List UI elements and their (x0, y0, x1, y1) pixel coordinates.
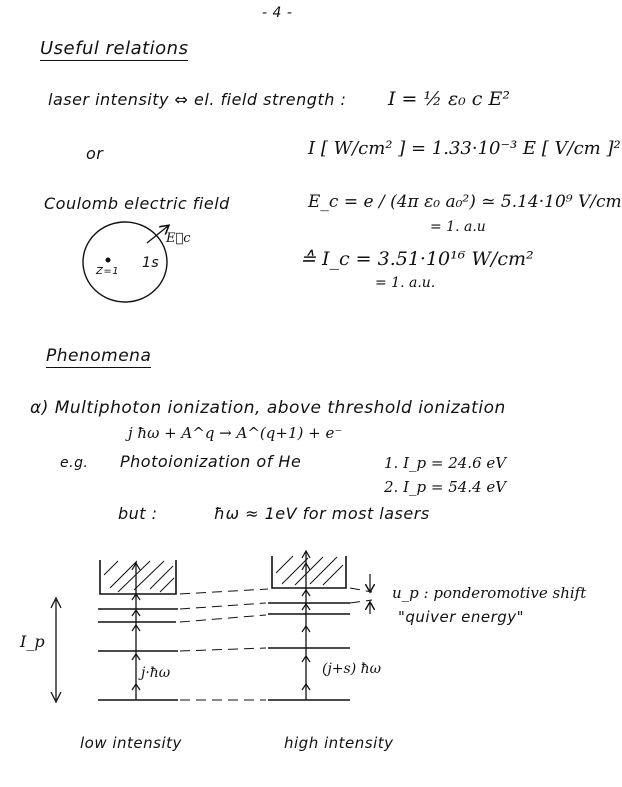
continuum-hatching (104, 561, 174, 592)
or-text: or (86, 144, 104, 163)
eg-text: e.g. (60, 455, 89, 471)
quiver-energy-label: "quiver energy" (398, 608, 525, 626)
coulomb-field-label: Coulomb electric field (44, 194, 230, 213)
coulomb-intensity-au: = 1. a.u. (375, 275, 436, 291)
intensity-formula: I = ½ ε₀ c E² (388, 88, 510, 110)
ionization-potential-label: I_p (20, 632, 45, 651)
continuum-hatching-high (276, 556, 343, 585)
photoionization-text: Photoionization of He (120, 452, 302, 471)
atom-orbital-circle (83, 222, 167, 302)
reaction-equation: j ħω + A^q → A^(q+1) + e⁻ (128, 424, 343, 442)
high-intensity-diagram (268, 551, 350, 700)
coulomb-intensity-formula: ≙ I_c = 3.51·10¹⁶ W/cm² (300, 248, 534, 270)
ponderomotive-shift-label: u_p : ponderomotive shift (392, 584, 587, 602)
but-text: but : (118, 504, 158, 523)
level-shift-dashes (180, 588, 372, 700)
field-vector-arrow (147, 226, 168, 243)
low-intensity-label: low intensity (80, 734, 182, 752)
high-intensity-label: high intensity (284, 734, 394, 752)
high-intensity-photon-label: (j+s) ħω (322, 661, 382, 677)
ionization-potential-1: 1. I_p = 24.6 eV (384, 454, 507, 472)
photon-energy-text: ħω ≈ 1eV for most lasers (214, 504, 430, 523)
atom-orbital-label: 1s (142, 255, 160, 271)
page-number: - 4 - (262, 5, 293, 21)
practical-intensity-formula: I [ W/cm² ] = 1.33·10⁻³ E [ V/cm ]² (308, 138, 621, 159)
multiphoton-item: α) Multiphoton ionization, above threshold ionization (30, 398, 506, 418)
low-intensity-diagram (98, 560, 178, 700)
phenomena-heading: Phenomena (46, 346, 152, 366)
intensity-relation-label: laser intensity ⇔ el. field strength : (48, 90, 347, 109)
coulomb-field-formula: E_c = e / (4π ε₀ a₀²) ≃ 5.14·10⁹ V/cm (308, 192, 622, 212)
ionization-potential-arrow (51, 598, 61, 702)
atom-field-label: E⃗c (166, 231, 191, 246)
ionization-potential-2: 2. I_p = 54.4 eV (384, 478, 507, 496)
low-intensity-photon-label: j·ħω (141, 665, 171, 681)
nucleus-dot (106, 258, 111, 263)
coulomb-field-au: = 1. a.u (430, 219, 486, 235)
atom-charge-label: Z=1 (96, 266, 120, 277)
useful-relations-heading: Useful relations (40, 38, 189, 59)
